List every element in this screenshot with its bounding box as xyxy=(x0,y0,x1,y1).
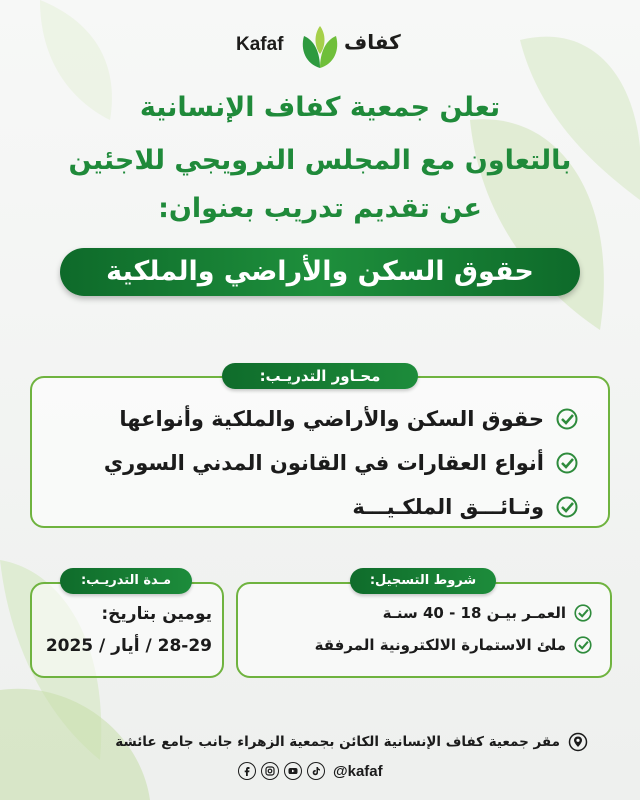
tiktok-icon[interactable] xyxy=(307,762,325,780)
address-text: مقر جمعية كفاف الإنسانية الكائن بجمعية الزهراء جانب جامع عائشة xyxy=(115,734,560,750)
headline-line-2: بالتعاون مع المجلس النرويجي للاجئين xyxy=(68,145,572,176)
leaf-logo-icon xyxy=(296,24,344,70)
registration-item xyxy=(315,636,592,654)
check-circle-icon xyxy=(556,496,578,518)
duration-days: يومين بتاريخ: xyxy=(101,604,212,624)
registration-label: شروط التسجيل: xyxy=(350,568,496,594)
topic-item xyxy=(352,488,578,526)
address xyxy=(115,732,588,752)
duration-label: مـدة التدريـب: xyxy=(60,568,192,594)
location-pin-icon xyxy=(568,732,588,752)
social-handle[interactable]: @kafaf xyxy=(333,762,383,780)
logo-text-en: Kafaf xyxy=(236,34,284,55)
topic-text: أنواع العقارات في القانون المدني السوري xyxy=(103,451,544,475)
youtube-icon[interactable] xyxy=(284,762,302,780)
registration-text: العمـر بيـن 18 - 40 سنـة xyxy=(382,604,566,622)
check-circle-icon xyxy=(556,452,578,474)
registration-item xyxy=(383,604,592,622)
check-circle-icon xyxy=(556,408,578,430)
facebook-icon[interactable] xyxy=(238,762,256,780)
training-title: حقوق السكن والأراضي والملكية xyxy=(60,248,580,296)
check-circle-icon xyxy=(574,636,592,654)
registration-text: ملئ الاستمارة الالكترونية المرفقة xyxy=(314,636,566,654)
topic-item xyxy=(104,444,578,482)
duration-box xyxy=(30,582,224,678)
topic-item xyxy=(119,400,578,438)
logo-text-ar: كفاف xyxy=(344,30,401,54)
registration-box xyxy=(236,582,612,678)
social-links xyxy=(238,762,383,780)
headline-line-1: تعلن جمعية كفاف الإنسانية xyxy=(139,92,501,123)
instagram-icon[interactable] xyxy=(261,762,279,780)
headline-line-3: عن تقديم تدريب بعنوان: xyxy=(158,193,482,224)
duration-dates: 28-29 / أيار / 2025 xyxy=(45,636,212,656)
topic-text: وثـائـــق الملكـيـــة xyxy=(352,495,544,519)
logo xyxy=(0,24,640,70)
topics-label: محـاور التدريـب: xyxy=(222,363,418,389)
topic-text: حقوق السكن والأراضي والملكية وأنواعها xyxy=(119,407,544,431)
check-circle-icon xyxy=(574,604,592,622)
